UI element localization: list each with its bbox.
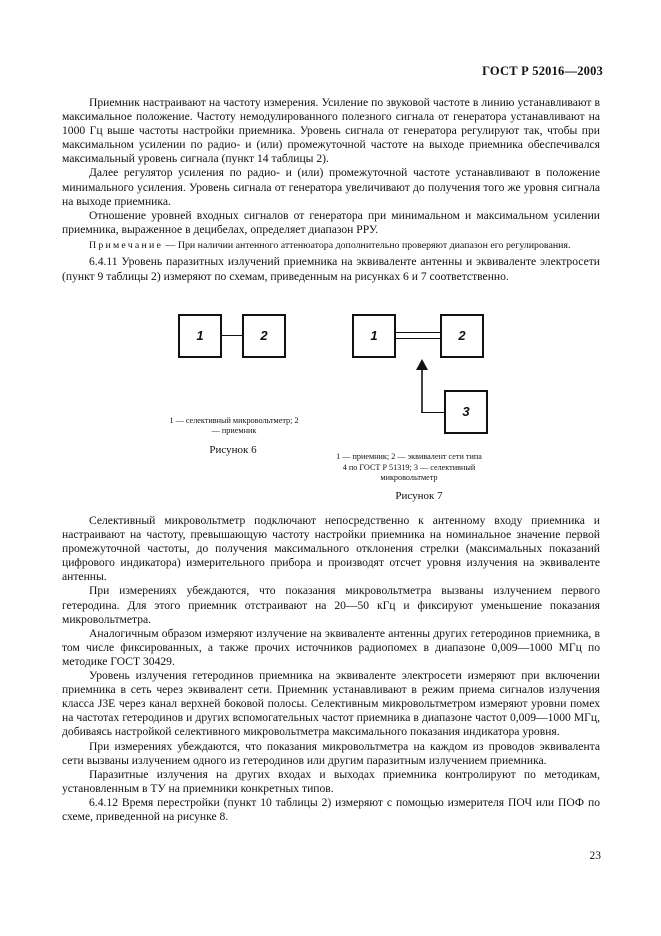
paragraph: Аналогичным образом измеряют излучение на эквиваленте антенны других гетеродинов приемника, в том числе фиксированных, а также прочих источников радиопомех в диапазоне 0,009—1000 МГц по методике ГОСТ 30429. xyxy=(62,626,600,668)
note xyxy=(62,240,600,253)
paragraph-6-4-11: 6.4.11 Уровень паразитных излучений приемника на эквиваленте антенны и эквиваленте электросети (пункт 9 таблицы 2) измеряют по схемам, приведенным на рисунках 6 и 7 соответственно. xyxy=(62,255,600,283)
note-lead: Примечание xyxy=(89,239,164,251)
paragraph: Приемник настраивают на частоту измерения. Усиление по звуковой частоте в линию устанавливают в максимальное положение. Частоту немодулированного полезного сигнала от генератора устанавливают на 1000 Гц выше частоты настройки приемника. Уровень сигнала от генератора регулируют так, чтобы при максимальном усилении по радио- и (или) промежуточной частоте на выходе приемника обеспечивался максимальный уровень сигнала (пункт 14 таблицы 2). xyxy=(62,96,600,166)
paragraph-6-4-12: 6.4.12 Время перестройки (пункт 10 таблицы 2) измеряют с помощью измерителя ПОЧ или ПОФ по схеме, приведенной на рисунке 8. xyxy=(62,795,600,823)
figure6-connector xyxy=(222,335,242,337)
paragraph: Селективный микровольтметр подключают непосредственно к антенному входу приемника и настраивают на частоту, превышающую частоту настройки приемника на номинальное значение первой промежуточной частоты, до получения максимального отклонения стрелки (максимальных показаний цифрового индикатора) измерительного прибора и производят отсчет уровня излучения на эквиваленте антенны. xyxy=(62,514,600,584)
figure6-box-1: 1 xyxy=(178,314,222,358)
paragraph: Уровень излучения гетеродинов приемника на эквиваленте электросети измеряют при включении приемника в сеть через эквивалент сети. Приемник устанавливают в режим приема сигналов излучения класса J3E через канал верхней боковой полосы. Селективным микровольтметром измеряют уровни помех на частотах гетеродинов и других вспомогательных частот приемника в диапазоне частот 0,009—1000 МГц, добиваясь настройкой селективного микровольтметра максимального показания индикатора уровня. xyxy=(62,669,600,739)
document-body-lower xyxy=(62,514,600,824)
figure7-connector-bottom xyxy=(396,338,440,340)
document-body xyxy=(62,96,600,478)
figure7-box-2: 2 xyxy=(440,314,484,358)
figure7-connector-top xyxy=(396,332,440,334)
figure6-title: Рисунок 6 xyxy=(209,443,257,456)
note-text: — При наличии антенного аттенюатора дополнительно проверяют диапазон его регулирования. xyxy=(163,239,571,251)
figure6-box-2: 2 xyxy=(242,314,286,358)
paragraph: При измерениях убеждаются, что показания микровольтметра вызваны излучением первого гетеродина. Для этого приемник отстраивают на 20—50 кГц и фиксируют уменьшение показания микровольтметра. xyxy=(62,584,600,626)
standard-code-header: ГОСТ Р 52016—2003 xyxy=(482,64,603,78)
page-number: 23 xyxy=(589,850,601,862)
paragraph: Далее регулятор усиления по радио- и (или) промежуточной частоте устанавливают в положение минимального усиления. Уровень сигнала от генератора увеличивают до получения того же уровня сигнала на выходе приемника. xyxy=(62,166,600,208)
figure7-title: Рисунок 7 xyxy=(395,490,443,502)
figure6-caption: 1 — селективный микровольтметр; 2 — приемник xyxy=(169,415,299,436)
paragraph: Отношение уровней входных сигналов от генератора при минимальном и максимальном усилении приемника, выраженное в децибелах, определяет диапазон РРУ. xyxy=(62,208,600,236)
paragraph: При измерениях убеждаются, что показания микровольтметра на каждом из проводов эквивалента сети вызваны излучением одного из гетеродинов или другим паразитным излучением приемника. xyxy=(62,739,600,767)
figure7-arrow-icon xyxy=(412,358,432,414)
figure7-box-3: 3 xyxy=(444,390,488,434)
figure7-box-1: 1 xyxy=(352,314,396,358)
figure7-caption: 1 — приемник; 2 — эквивалент сети типа 4 по ГОСТ Р 51319; 3 — селективный микровольтметр xyxy=(336,452,482,482)
figures-area xyxy=(62,294,600,468)
paragraph: Паразитные излучения на других входах и выходах приемника контролируют по методикам, установленным в ТУ на приемники конкретных типов. xyxy=(62,767,600,795)
figure7-arrow-connector xyxy=(421,412,444,414)
